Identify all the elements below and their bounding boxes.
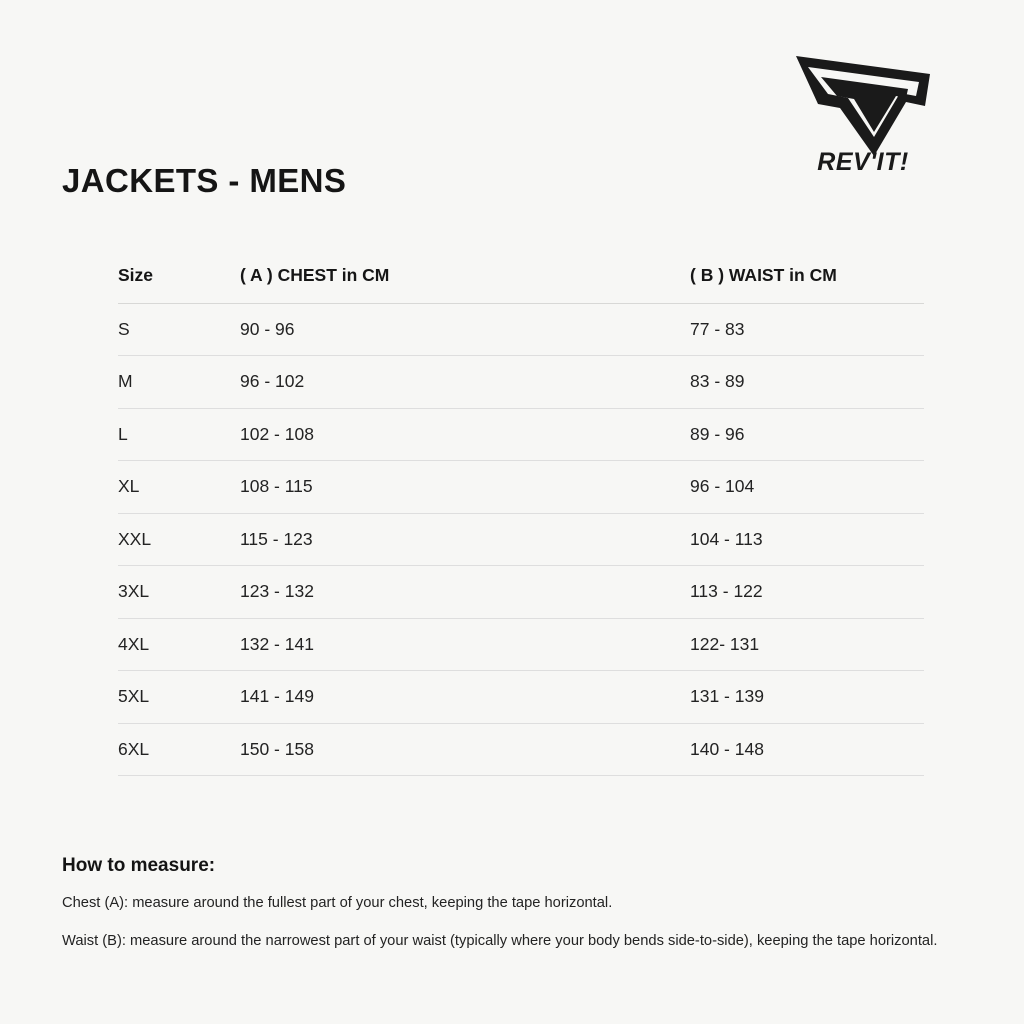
- cell-waist: 113 - 122: [690, 566, 924, 619]
- cell-waist: 140 - 148: [690, 723, 924, 776]
- cell-chest: 150 - 158: [240, 723, 690, 776]
- cell-size: XXL: [118, 513, 240, 566]
- cell-waist: 89 - 96: [690, 408, 924, 461]
- column-header-waist: ( B ) WAIST in CM: [690, 255, 924, 303]
- table-row: [118, 618, 924, 671]
- table-row: [118, 356, 924, 409]
- brand-logo: [788, 48, 938, 178]
- cell-size: 4XL: [118, 618, 240, 671]
- table-row: [118, 303, 924, 356]
- cell-chest: 132 - 141: [240, 618, 690, 671]
- cell-waist: 77 - 83: [690, 303, 924, 356]
- table-body: [118, 303, 924, 776]
- cell-size: 3XL: [118, 566, 240, 619]
- size-table: [118, 255, 924, 776]
- table-header: [118, 255, 924, 303]
- table-row: [118, 513, 924, 566]
- cell-size: M: [118, 356, 240, 409]
- cell-chest: 102 - 108: [240, 408, 690, 461]
- cell-waist: 96 - 104: [690, 461, 924, 514]
- table-row: [118, 671, 924, 724]
- cell-chest: 115 - 123: [240, 513, 690, 566]
- cell-waist: 83 - 89: [690, 356, 924, 409]
- table-row: [118, 408, 924, 461]
- how-to-measure-waist-text: Waist (B): measure around the narrowest part of your waist (typically where your body bends side-to-side), keeping the tape horizontal.: [62, 933, 938, 950]
- cell-chest: 108 - 115: [240, 461, 690, 514]
- table-row: [118, 461, 924, 514]
- cell-chest: 141 - 149: [240, 671, 690, 724]
- cell-waist: 131 - 139: [690, 671, 924, 724]
- how-to-measure-heading: How to measure:: [62, 855, 216, 876]
- column-header-size: Size: [118, 255, 240, 303]
- page-title: JACKETS - MENS: [62, 162, 347, 200]
- cell-size: L: [118, 408, 240, 461]
- revit-wordmark: [817, 148, 908, 176]
- brand-name: REV'IT!: [817, 148, 909, 176]
- cell-size: 5XL: [118, 671, 240, 724]
- table-row: [118, 566, 924, 619]
- cell-size: S: [118, 303, 240, 356]
- how-to-measure-section: [62, 855, 962, 953]
- table-header-row: [118, 255, 924, 303]
- cell-chest: 123 - 132: [240, 566, 690, 619]
- cell-chest: 90 - 96: [240, 303, 690, 356]
- cell-chest: 96 - 102: [240, 356, 690, 409]
- cell-waist: 104 - 113: [690, 513, 924, 566]
- revit-logo-icon: [796, 56, 930, 156]
- size-table-container: [118, 255, 924, 776]
- table-row: [118, 723, 924, 776]
- cell-size: 6XL: [118, 723, 240, 776]
- cell-size: XL: [118, 461, 240, 514]
- cell-waist: 122- 131: [690, 618, 924, 671]
- how-to-measure-chest-text: Chest (A): measure around the fullest part of your chest, keeping the tape horizontal.: [62, 895, 613, 911]
- column-header-chest: ( A ) CHEST in CM: [240, 255, 690, 303]
